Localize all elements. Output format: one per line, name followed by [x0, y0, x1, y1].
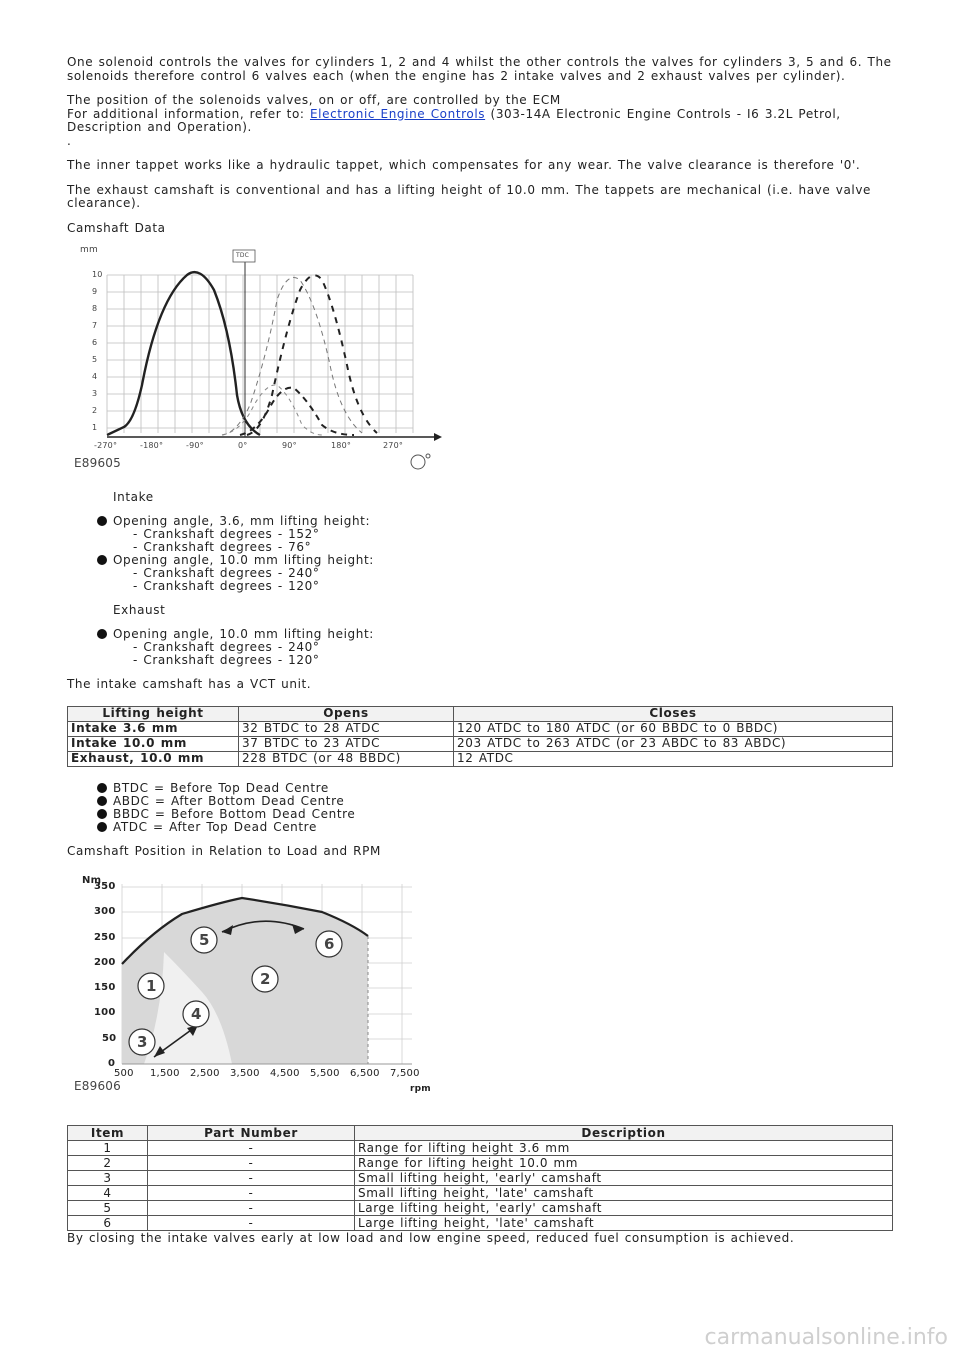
callout-6: 6 — [324, 935, 335, 953]
torque-tick-label: 150 — [94, 982, 116, 994]
rotation-icon — [411, 455, 425, 469]
intro-paragraph-2 — [67, 94, 893, 148]
bullet — [97, 516, 107, 526]
torque-tick-label: 0 — [108, 1058, 116, 1069]
lift-table-header-row — [68, 706, 893, 721]
crank-tick-label: -90° — [186, 441, 204, 450]
rpm-tick-label: 7,500 — [390, 1068, 420, 1079]
crank-tick-label: -270° — [94, 441, 118, 450]
cell: Range for lifting height 3.6 mm — [355, 1141, 893, 1156]
cell: 1 — [68, 1141, 148, 1156]
rotation-icon-dot — [426, 454, 430, 458]
intake-item-1-line-2: - Crankshaft degrees - 76° — [133, 540, 312, 554]
lift-tick-label: 8 — [92, 304, 98, 313]
rpm-tick-label: 500 — [114, 1068, 134, 1079]
lift-tick-label: 7 — [92, 321, 98, 330]
intake-item-1 — [67, 515, 893, 554]
exhaust-item-1-line-2: - Crankshaft degrees - 120° — [133, 653, 320, 667]
rpm-tick-label: 5,500 — [310, 1068, 340, 1079]
table-row — [68, 721, 893, 736]
exhaust-heading: Exhaust — [113, 603, 166, 617]
bullet — [97, 783, 107, 793]
items-table — [67, 1125, 893, 1231]
lift-tick-label: 1 — [92, 423, 98, 432]
table-row — [68, 1156, 893, 1171]
intake-item-2 — [67, 554, 893, 593]
callout-2: 2 — [260, 970, 271, 988]
cell: Range for lifting height 10.0 mm — [355, 1156, 893, 1171]
exhaust-item-1-line-1: - Crankshaft degrees - 240° — [133, 640, 320, 654]
intake-item-1-line-1: - Crankshaft degrees - 152° — [133, 527, 320, 541]
cell: 228 BTDC (or 48 BBDC) — [239, 751, 454, 766]
torque-tick-label: 50 — [102, 1032, 117, 1044]
items-table-body — [68, 1141, 893, 1231]
intro-paragraph-4: The exhaust camshaft is conventional and has a lifting height of 10.0 mm. The tappets are mechanical (i.e. have valve clearance). — [67, 182, 872, 210]
document-page — [67, 56, 893, 1246]
exhaust-item-1 — [67, 628, 893, 667]
cell: 203 ATDC to 263 ATDC (or 23 ABDC to 83 ABDC) — [454, 736, 893, 751]
closing-paragraph: By closing the intake valves early at low load and low engine speed, reduced fuel consumption is achieved. — [67, 1231, 795, 1245]
camshaft-data-heading: Camshaft Data — [67, 220, 166, 235]
ecm-sentence: The position of the solenoids valves, on or off, are controlled by the ECM — [67, 93, 561, 107]
col-part-number: Part Number — [148, 1126, 355, 1141]
lift-tick-label: 2 — [92, 406, 98, 415]
exhaust-lift-curve — [107, 272, 260, 435]
exhaust-list — [67, 628, 893, 667]
intake-heading: Intake — [113, 490, 154, 504]
load-rpm-diagram — [72, 874, 442, 1119]
torque-tick-label: 350 — [94, 880, 116, 892]
rpm-tick-label: 3,500 — [230, 1068, 260, 1079]
camshaft-load-rpm-figure — [72, 874, 442, 1119]
cell: Small lifting height, 'late' camshaft — [355, 1186, 893, 1201]
exhaust-item-1-label: Opening angle, 10.0 mm lifting height: — [113, 627, 374, 641]
bullet — [97, 796, 107, 806]
tdc-label: TDC — [236, 252, 250, 259]
abbreviation-list — [67, 782, 893, 834]
bullet — [97, 555, 107, 565]
cell: Large lifting height, 'early' camshaft — [355, 1201, 893, 1216]
rpm-tick-label: 2,500 — [190, 1068, 220, 1079]
col-closes: Closes — [454, 706, 893, 721]
lift-tick-label: 5 — [92, 355, 98, 364]
callout-4: 4 — [191, 1005, 202, 1023]
cell: - — [148, 1216, 355, 1231]
cell: Intake 10.0 mm — [68, 736, 239, 751]
lift-tick-label: 10 — [92, 270, 103, 279]
crank-tick-label: 90° — [282, 441, 297, 450]
col-item: Item — [68, 1126, 148, 1141]
crank-tick-label: 0° — [238, 441, 248, 450]
rpm-tick-label: 4,500 — [270, 1068, 300, 1079]
torque-tick-label: 250 — [94, 931, 116, 943]
col-description: Description — [355, 1126, 893, 1141]
watermark: carmanualsonline.info — [704, 1325, 948, 1350]
table-row — [68, 1216, 893, 1231]
intro-paragraph-1: One solenoid controls the valves for cylinders 1, 2 and 4 whilst the other controls the valves for cylinders 3, 5 and 6. The solenoids therefore control 6 valves each (when the engine has 2 intake valves and 2 exhaust valves per cylinder). — [67, 55, 892, 83]
bullet — [97, 822, 107, 832]
lift-tick-label: 9 — [92, 287, 98, 296]
figure-id-e89605: E89605 — [74, 456, 121, 470]
intake-list — [67, 515, 893, 593]
figure-2-caption: Camshaft Position in Relation to Load and RPM — [67, 843, 381, 858]
cell: - — [148, 1171, 355, 1186]
torque-tick-label: 300 — [94, 906, 116, 918]
cell: 4 — [68, 1186, 148, 1201]
lift-tick-label: 3 — [92, 389, 98, 398]
intake-item-2-line-1: - Crankshaft degrees - 240° — [133, 566, 320, 580]
lift-timing-table — [67, 706, 893, 767]
intake-item-1-label: Opening angle, 3.6, mm lifting height: — [113, 514, 371, 528]
trailing-dot: . — [67, 133, 72, 148]
callout-3: 3 — [137, 1033, 148, 1051]
intro-paragraph-3: The inner tappet works like a hydraulic tappet, which compensates for any wear. The valve clearance is therefore '0'. — [67, 158, 861, 172]
cell: 5 — [68, 1201, 148, 1216]
abbrev-text: ABDC = After Bottom Dead Centre — [113, 793, 345, 808]
cell: Large lifting height, 'late' camshaft — [355, 1216, 893, 1231]
torque-tick-label: 100 — [94, 1007, 116, 1019]
crank-tick-label: -180° — [140, 441, 164, 450]
cell: - — [148, 1156, 355, 1171]
cell: 12 ATDC — [454, 751, 893, 766]
col-opens: Opens — [239, 706, 454, 721]
table-row — [68, 736, 893, 751]
grid — [107, 275, 413, 433]
cell: 37 BTDC to 23 ATDC — [239, 736, 454, 751]
table-row — [68, 1186, 893, 1201]
col-lifting-height: Lifting height — [68, 706, 239, 721]
callout-1: 1 — [146, 977, 157, 995]
crank-tick-label: 180° — [331, 441, 352, 450]
abbrev-text: BTDC = Before Top Dead Centre — [113, 780, 329, 795]
bullet — [97, 809, 107, 819]
items-table-header-row — [68, 1126, 893, 1141]
vct-note: The intake camshaft has a VCT unit. — [67, 677, 312, 691]
crank-tick-label: 270° — [383, 441, 404, 450]
cell: 32 BTDC to 28 ATDC — [239, 721, 454, 736]
bullet — [97, 629, 107, 639]
torque-unit-label: Nm — [82, 875, 102, 886]
intake-item-2-label: Opening angle, 10.0 mm lifting height: — [113, 553, 374, 567]
cell: - — [148, 1201, 355, 1216]
table-row — [68, 1201, 893, 1216]
callout-5: 5 — [199, 931, 210, 949]
torque-tick-label: 200 — [94, 956, 116, 968]
valve-lift-figure — [72, 245, 442, 475]
cell: 3 — [68, 1171, 148, 1186]
rpm-tick-label: 6,500 — [350, 1068, 380, 1079]
cell: - — [148, 1141, 355, 1156]
intake-item-2-line-2: - Crankshaft degrees - 120° — [133, 579, 320, 593]
table-row — [68, 1141, 893, 1156]
cell: Exhaust, 10.0 mm — [68, 751, 239, 766]
electronic-engine-controls-link[interactable]: Electronic Engine Controls — [309, 106, 486, 121]
cell: Small lifting height, 'early' camshaft — [355, 1171, 893, 1186]
cell: - — [148, 1186, 355, 1201]
refer-suffix: (303-14A Electronic Engine Controls - I6 3.2L Petrol, Description and Operation). — [67, 106, 841, 134]
rpm-unit-label: rpm — [410, 1084, 431, 1094]
cell: 120 ATDC to 180 ATDC (or 60 BBDC to 0 BBDC) — [454, 721, 893, 736]
lift-tick-label: 6 — [92, 338, 98, 347]
abbrev-text: ATDC = After Top Dead Centre — [113, 819, 317, 834]
refer-prefix: For additional information, refer to: — [67, 106, 310, 121]
table-row — [68, 1171, 893, 1186]
abbrev-atdc — [67, 821, 893, 834]
figure-id-e89606: E89606 — [74, 1079, 121, 1093]
abbrev-text: BBDC = Before Bottom Dead Centre — [113, 806, 356, 821]
table-row — [68, 751, 893, 766]
cell: 6 — [68, 1216, 148, 1231]
x-axis-arrow — [434, 433, 442, 441]
cell: Intake 3.6 mm — [68, 721, 239, 736]
lift-unit-label: mm — [80, 245, 98, 255]
cell: 2 — [68, 1156, 148, 1171]
lift-tick-label: 4 — [92, 372, 98, 381]
rpm-tick-label: 1,500 — [150, 1068, 180, 1079]
